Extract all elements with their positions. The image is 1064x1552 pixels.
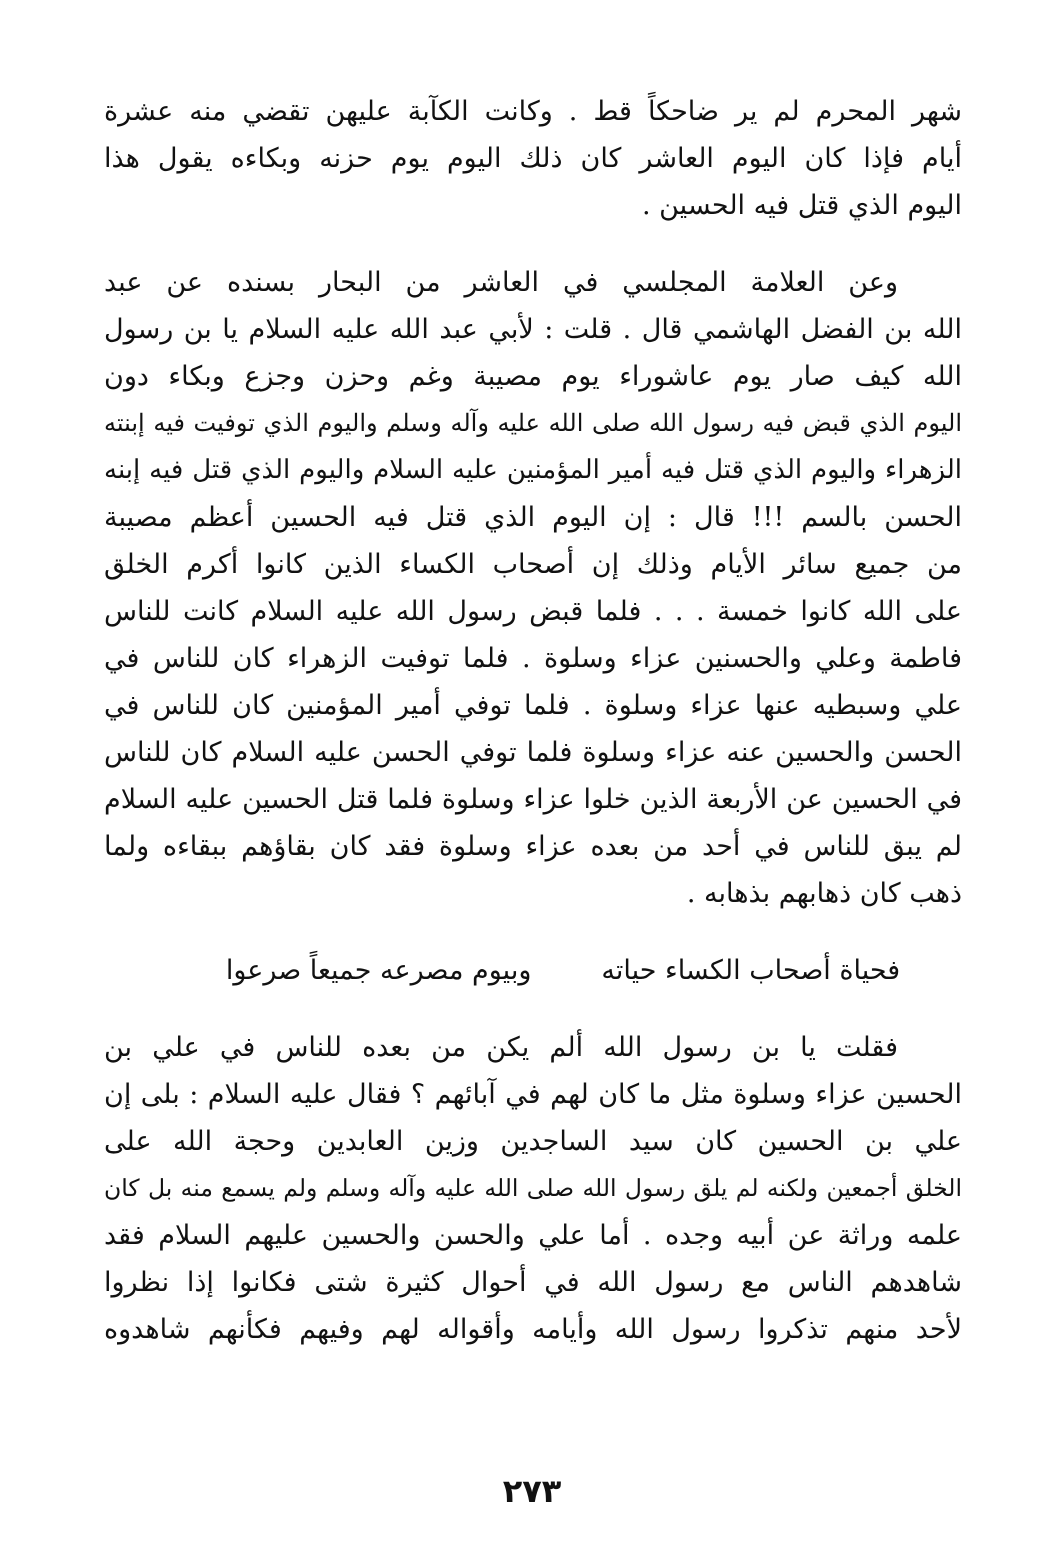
verse-left-hemistich: وبيوم مصرعه جميعاً صرعوا xyxy=(225,955,532,986)
text-line: الزهراء واليوم الذي قتل فيه أمير المؤمنين عليه السلام واليوم الذي قتل فيه إبنه xyxy=(104,455,962,485)
text-line: الله كيف صار يوم عاشوراء يوم مصيبة وغم وحزن وجزع وبكاء دون xyxy=(104,361,962,392)
text-line: علي بن الحسين كان سيد الساجدين وزين العابدين وحجة الله على xyxy=(104,1126,962,1157)
text-line: من جميع سائر الأيام وذلك إن أصحاب الكساء الذين كانوا أكرم الخلق xyxy=(104,549,962,580)
text-line: على الله كانوا خمسة . . . فلما قبض رسول الله عليه السلام كانت للناس xyxy=(104,596,962,627)
text-line: فقلت يا بن رسول الله ألم يكن من بعده للناس في علي بن xyxy=(104,1032,898,1063)
text-line: وعن العلامة المجلسي في العاشر من البحار بسنده عن عبد xyxy=(104,267,898,298)
text-line: الله بن الفضل الهاشمي قال . قلت : لأبي عبد الله عليه السلام يا بن رسول xyxy=(104,314,962,345)
paragraph-2 xyxy=(104,259,962,917)
text-line: علي وسبطيه عنها عزاء وسلوة . فلما توفي أمير المؤمنين كان للناس في xyxy=(104,690,962,721)
paragraph-spacer xyxy=(104,917,962,947)
text-line: لم يبق للناس في أحد من بعده عزاء وسلوة فقد كان بقاؤهم ببقاءه ولما xyxy=(104,831,962,862)
text-line: اليوم الذي قبض فيه رسول الله صلى الله عليه وآله وسلم واليوم الذي توفيت فيه إبنته xyxy=(104,409,962,437)
text-line: الحسين عزاء وسلوة مثل ما كان لهم في آبائهم ؟ فقال عليه السلام : بلى إن xyxy=(104,1079,962,1110)
document-page xyxy=(104,88,962,1353)
paragraph-1 xyxy=(104,88,962,229)
paragraph-spacer xyxy=(104,229,962,259)
paragraph-3 xyxy=(104,1024,962,1353)
text-line: الحسن بالسم !!! قال : إن اليوم الذي قتل فيه الحسين أعظم مصيبة xyxy=(104,502,962,533)
text-line: علمه وراثة عن أبيه وجده . أما علي والحسن والحسين عليهم السلام فقد xyxy=(104,1220,962,1251)
verse-right-hemistich: فحياة أصحاب الكساء حياته xyxy=(601,955,901,986)
page-number: ٢٧٣ xyxy=(502,1472,562,1510)
text-line: شهر المحرم لم ير ضاحكاً قط . وكانت الكآبة عليهن تقضي منه عشرة xyxy=(104,96,962,127)
paragraph-spacer xyxy=(104,994,962,1024)
text-line: الخلق أجمعين ولكنه لم يلق رسول الله صلى الله عليه وآله وسلم ولم يسمع منه بل كان xyxy=(104,1174,962,1202)
text-line: في الحسين عن الأربعة الذين خلوا عزاء وسلوة فلما قتل الحسين عليه السلام xyxy=(104,784,962,815)
text-line: أيام فإذا كان اليوم العاشر كان ذلك اليوم يوم حزنه وبكاءه يقول هذا xyxy=(104,143,962,174)
text-line: ذهب كان ذهابهم بذهابه . xyxy=(686,878,962,909)
text-line: لأحد منهم تذكروا رسول الله وأيامه وأقواله لهم وفيهم فكأنهم شاهدوه xyxy=(104,1314,962,1345)
text-line: شاهدهم الناس مع رسول الله في أحوال كثيرة شتى فكانوا إذا نظروا xyxy=(104,1267,962,1298)
poetry-verse xyxy=(104,947,962,994)
text-line: اليوم الذي قتل فيه الحسين . xyxy=(641,190,962,221)
text-line: الحسن والحسين عنه عزاء وسلوة فلما توفي الحسن عليه السلام كان للناس xyxy=(104,737,962,768)
text-line: فاطمة وعلي والحسنين عزاء وسلوة . فلما توفيت الزهراء كان للناس في xyxy=(104,643,962,674)
